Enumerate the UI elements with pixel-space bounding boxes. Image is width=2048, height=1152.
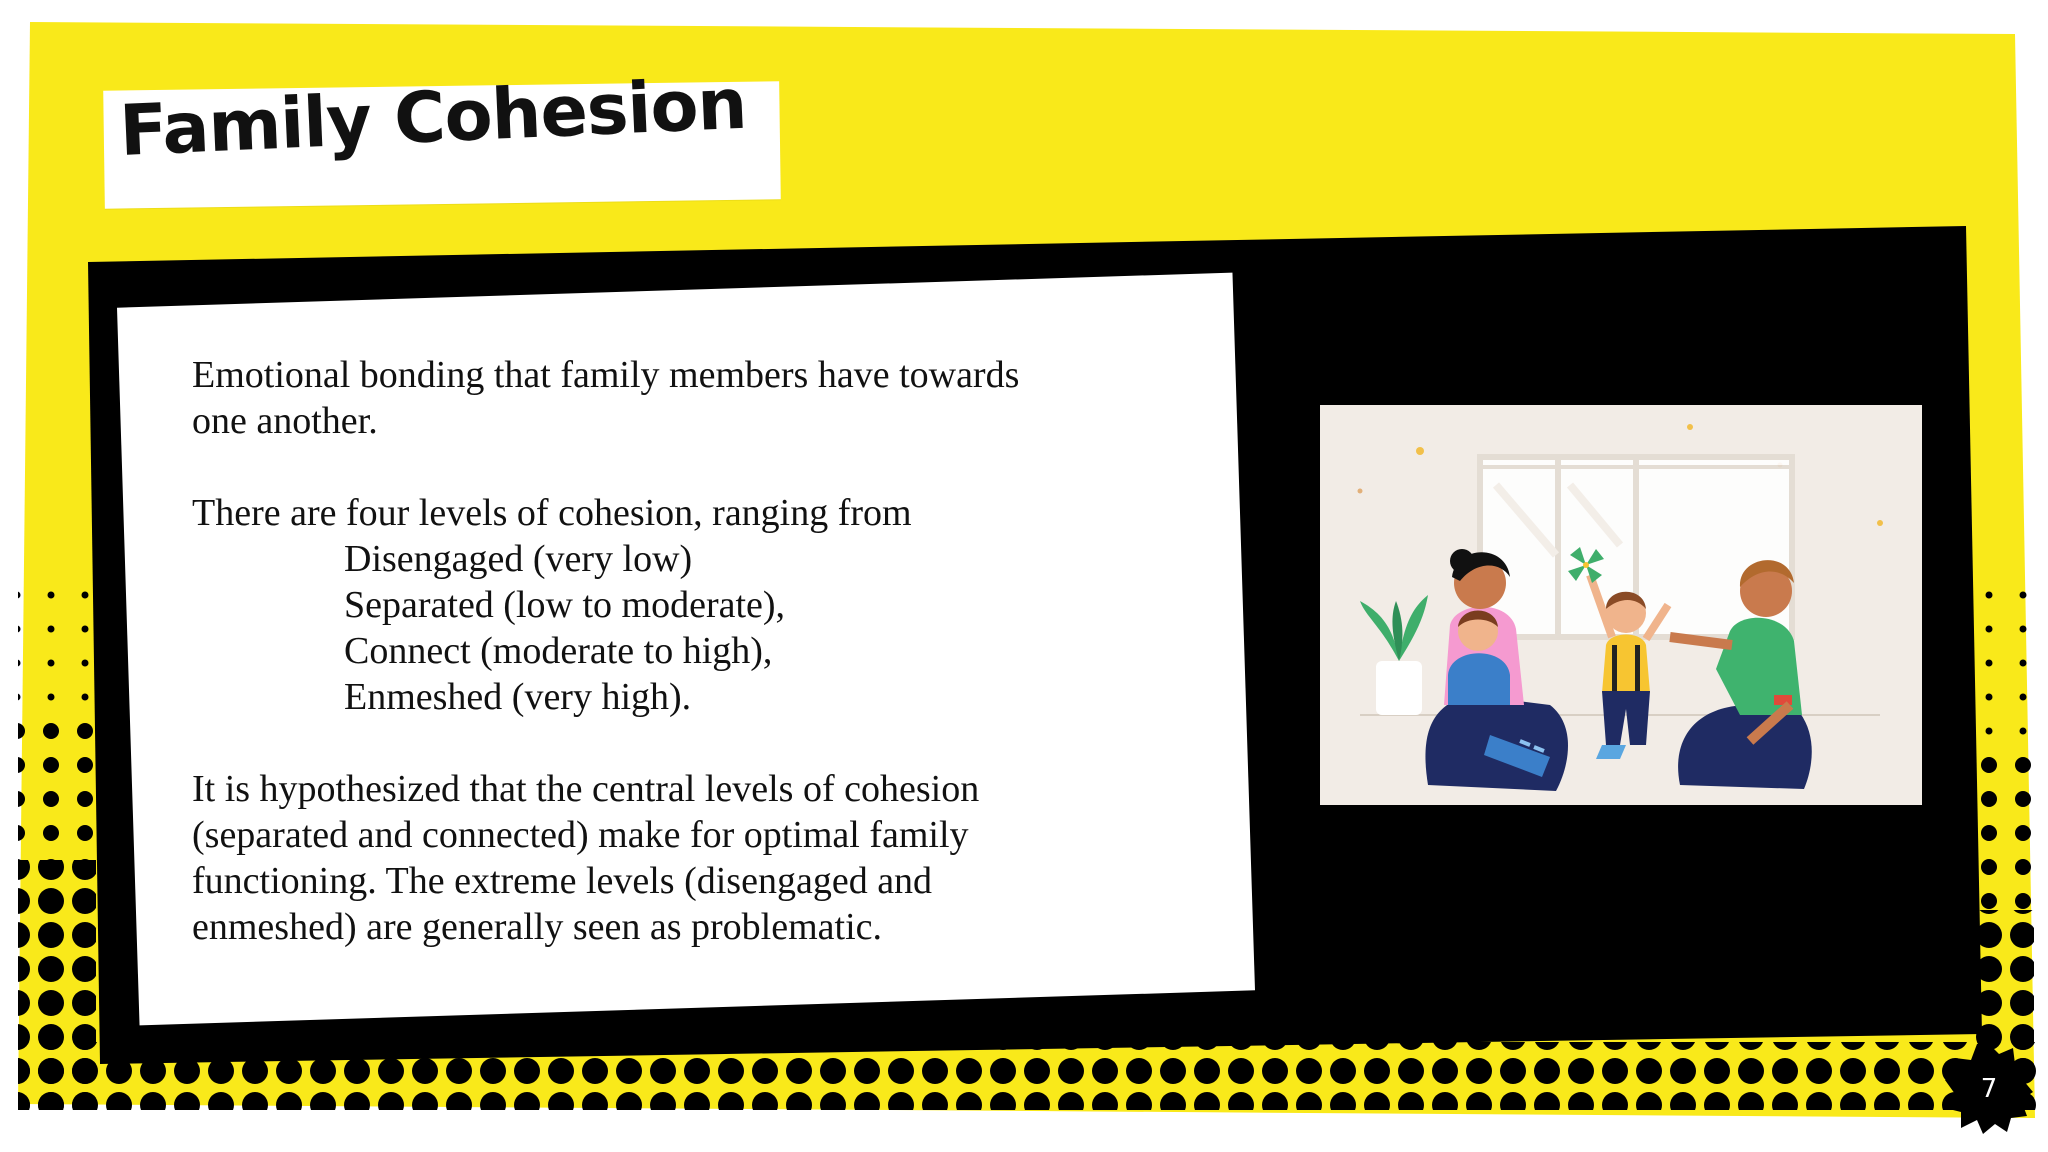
page-number: 7 xyxy=(1980,1074,1998,1104)
level-item: Connect (moderate to high), xyxy=(344,630,773,672)
family-illustration xyxy=(1320,405,1922,805)
hypothesis-line-2: (separated and connected) make for optimal family xyxy=(192,814,969,856)
intro-line-2: one another. xyxy=(192,400,378,442)
slide-title: Family Cohesion xyxy=(117,62,748,172)
level-item: Separated (low to moderate), xyxy=(344,584,786,626)
level-item: Enmeshed (very high). xyxy=(344,676,692,718)
level-item: Disengaged (very low) xyxy=(344,538,693,580)
hypothesis-line-1: It is hypothesized that the central levels of cohesion xyxy=(192,768,980,810)
hypothesis-line-4: enmeshed) are generally seen as problematic. xyxy=(192,906,883,948)
levels-intro: There are four levels of cohesion, ranging from xyxy=(192,492,912,534)
hypothesis-line-3: functioning. The extreme levels (disengaged and xyxy=(192,860,933,902)
intro-line-1: Emotional bonding that family members have towards xyxy=(192,354,1020,396)
body-copy xyxy=(192,352,1192,950)
